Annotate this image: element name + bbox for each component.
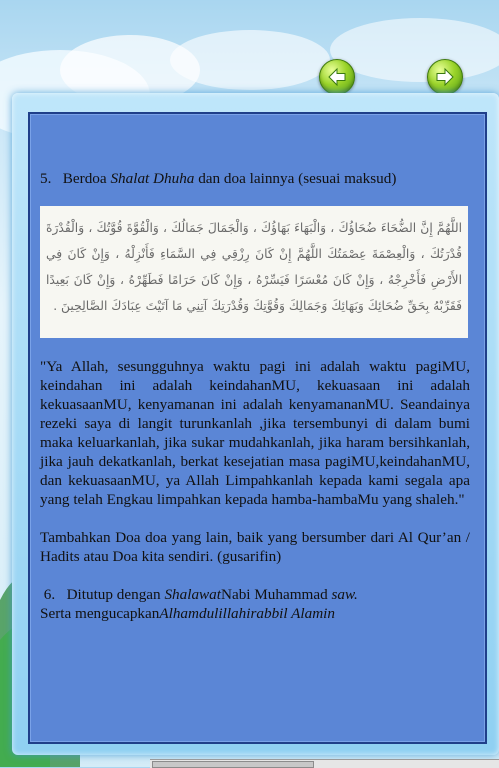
arabic-prayer-text: اللَّهُمَّ إِنَّ الضُّحَاءَ ضُحَاؤُكَ ، وَالْبَهَاءَ بَهَاؤُكَ ، وَالْجَمَالَ جَمَالُكَ ، وَالْقُوَّةَ قُوَّتُكَ ، وَالْقُدْرَةَ قُدْرَتُكَ ، وَالْعِصْمَةَ عِصْمَتُكَ اللَّهُمَّ إِنْ كَانَ رِزْقِي فِي السَّمَاءِ فَأَنْزِلْهُ ، وَإِنْ كَانَ فِي الأَرْضِ فَأَخْرِجْهُ ، وَإِنْ كَانَ مُعْسَرًا فَيَسِّرْهُ ، وَإِنْ كَانَ حَرَامًا فَطَهِّرْهُ ، وَإِنْ كَانَ بَعِيدًا فَقَرِّبْهُ بِحَقِّ ضُحَائِكَ وَبَهَائِكَ وَجَمَالِكَ وَقُوَّتِكَ وَقُدْرَتِكَ آتِنِي مَا آتَيْتَ عِبَادَكَ الصَّالِحِينَ . [46, 221, 462, 313]
arrow-left-icon [320, 60, 354, 94]
next-button[interactable] [427, 59, 463, 95]
arabic-prayer-image [40, 206, 468, 338]
additional-prayer-note: Tambahkan Doa doa yang lain, baik yang bersumber dari Al Qur’an / Hadits atau Doa kita sendiri. (gusarifin) [40, 529, 470, 565]
prayer-translation: "Ya Allah, sesungguhnya waktu pagi ini adalah waktu pagiMU, keindahan ini adalah keindahanMU, kekuasaan ini adalah kekuasaanMU, kenyamanan ini adalah kenyamananMU. Seandainya rezeki saya di langit turunkanlah ,jika tersembunyi di dalam bumi maka keluarkanlah, jika sukar mudahkanlah, jika haram bersihkanlah, jika jauh dekatkanlah, berkat kesejatian masa pagiMU,keindahanMU, dan kekuasaanMU, ya Allah Limpahkanlah kepada kami segala apa yang telah Engkau limpahkan kepada hamba-hambaMu yang shaleh." [40, 358, 470, 508]
step-6-text: 6. Ditutup dengan ShalawatNabi Muhammad saw. Serta mengucapkanAlhamdulillahirabbil Alamin [40, 586, 358, 622]
back-button[interactable] [319, 59, 355, 95]
content-body [40, 169, 470, 623]
content-panel [28, 112, 487, 744]
step-5-heading: 5. Berdoa Shalat Dhuha dan doa lainnya (sesuai maksud) [40, 170, 397, 187]
arrow-right-icon [428, 60, 462, 94]
